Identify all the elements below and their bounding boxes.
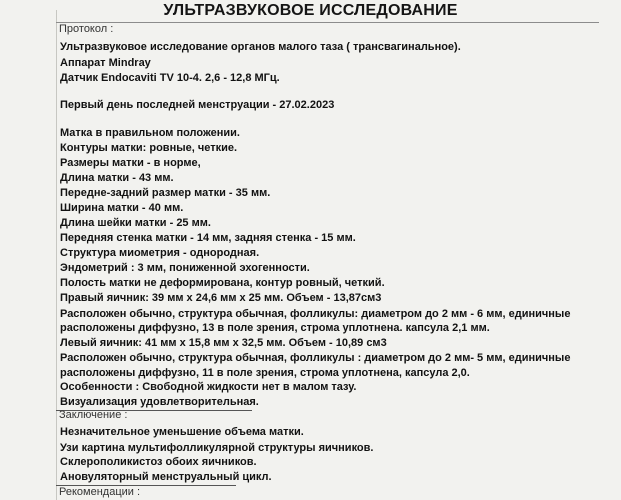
protocol-line: Передне-задний размер матки - 35 мм. (60, 187, 271, 199)
protocol-line: Контуры матки: ровные, четкие. (60, 142, 238, 154)
protocol-line: Длина матки - 43 мм. (60, 172, 174, 184)
protocol-line: Особенности : Свободной жидкости нет в малом тазу. (60, 381, 357, 393)
margin-line (56, 10, 57, 500)
protocol-line: Полость матки не деформирована, контур ровный, четкий. (60, 277, 385, 289)
protocol-line: Расположен обычно, структура обычная, фолликулы: диаметром до 2 мм - 6 мм, единичные (60, 308, 571, 320)
protocol-label: Протокол : (59, 23, 114, 35)
conclusion-line: Ановуляторный менструальный цикл. (60, 471, 272, 483)
protocol-line: Первый день последней менструации - 27.02.2023 (60, 99, 335, 111)
protocol-line: Длина шейки матки - 25 мм. (60, 217, 211, 229)
protocol-line: Ультразвуковое исследование органов малого таза ( трансвагинальное). (60, 41, 461, 53)
protocol-line: Левый яичник: 41 мм х 15,8 мм х 32,5 мм. Объем - 10,89 см3 (60, 337, 387, 349)
conclusion-line: Узи картина мультифолликулярной структуры яичников. (60, 442, 374, 454)
protocol-line: Правый яичник: 39 мм х 24,6 мм х 25 мм. Объем - 13,87см3 (60, 292, 382, 304)
protocol-line: Датчик Endocaviti TV 10-4. 2,6 - 12,8 МГц. (60, 72, 280, 84)
protocol-line: расположены диффузно, 11 в поле зрения, строма уплотнена, капсула 2,0. (60, 367, 470, 379)
protocol-line: расположены диффузно, 13 в поле зрения, строма уплотнена. капсула 2,1 мм. (60, 322, 490, 334)
conclusion-line: Склерополикистоз обоих яичников. (60, 456, 257, 468)
protocol-line: Ширина матки - 40 мм. (60, 202, 184, 214)
protocol-line: Эндометрий : 3 мм, пониженной эхогенности. (60, 262, 310, 274)
conclusion-label: Заключение : (59, 409, 128, 421)
divider (56, 22, 599, 23)
document-title: УЛЬТРАЗВУКОВОЕ ИССЛЕДОВАНИЕ (163, 2, 458, 19)
protocol-line: Структура миометрия - однородная. (60, 247, 260, 259)
recommendations-label: Рекомендации : (59, 486, 141, 498)
conclusion-line: Незначительное уменьшение объема матки. (60, 426, 304, 438)
protocol-line: Расположен обычно, структура обычная, фолликулы : диаметром до 2 мм- 5 мм, единичные (60, 352, 571, 364)
protocol-line: Аппарат Mindray (60, 57, 151, 69)
protocol-line: Матка в правильном положении. (60, 127, 240, 139)
protocol-line: Визуализация удовлетворительная. (60, 396, 259, 408)
protocol-line: Передняя стенка матки - 14 мм, задняя стенка - 15 мм. (60, 232, 356, 244)
protocol-line: Размеры матки - в норме, (60, 157, 201, 169)
